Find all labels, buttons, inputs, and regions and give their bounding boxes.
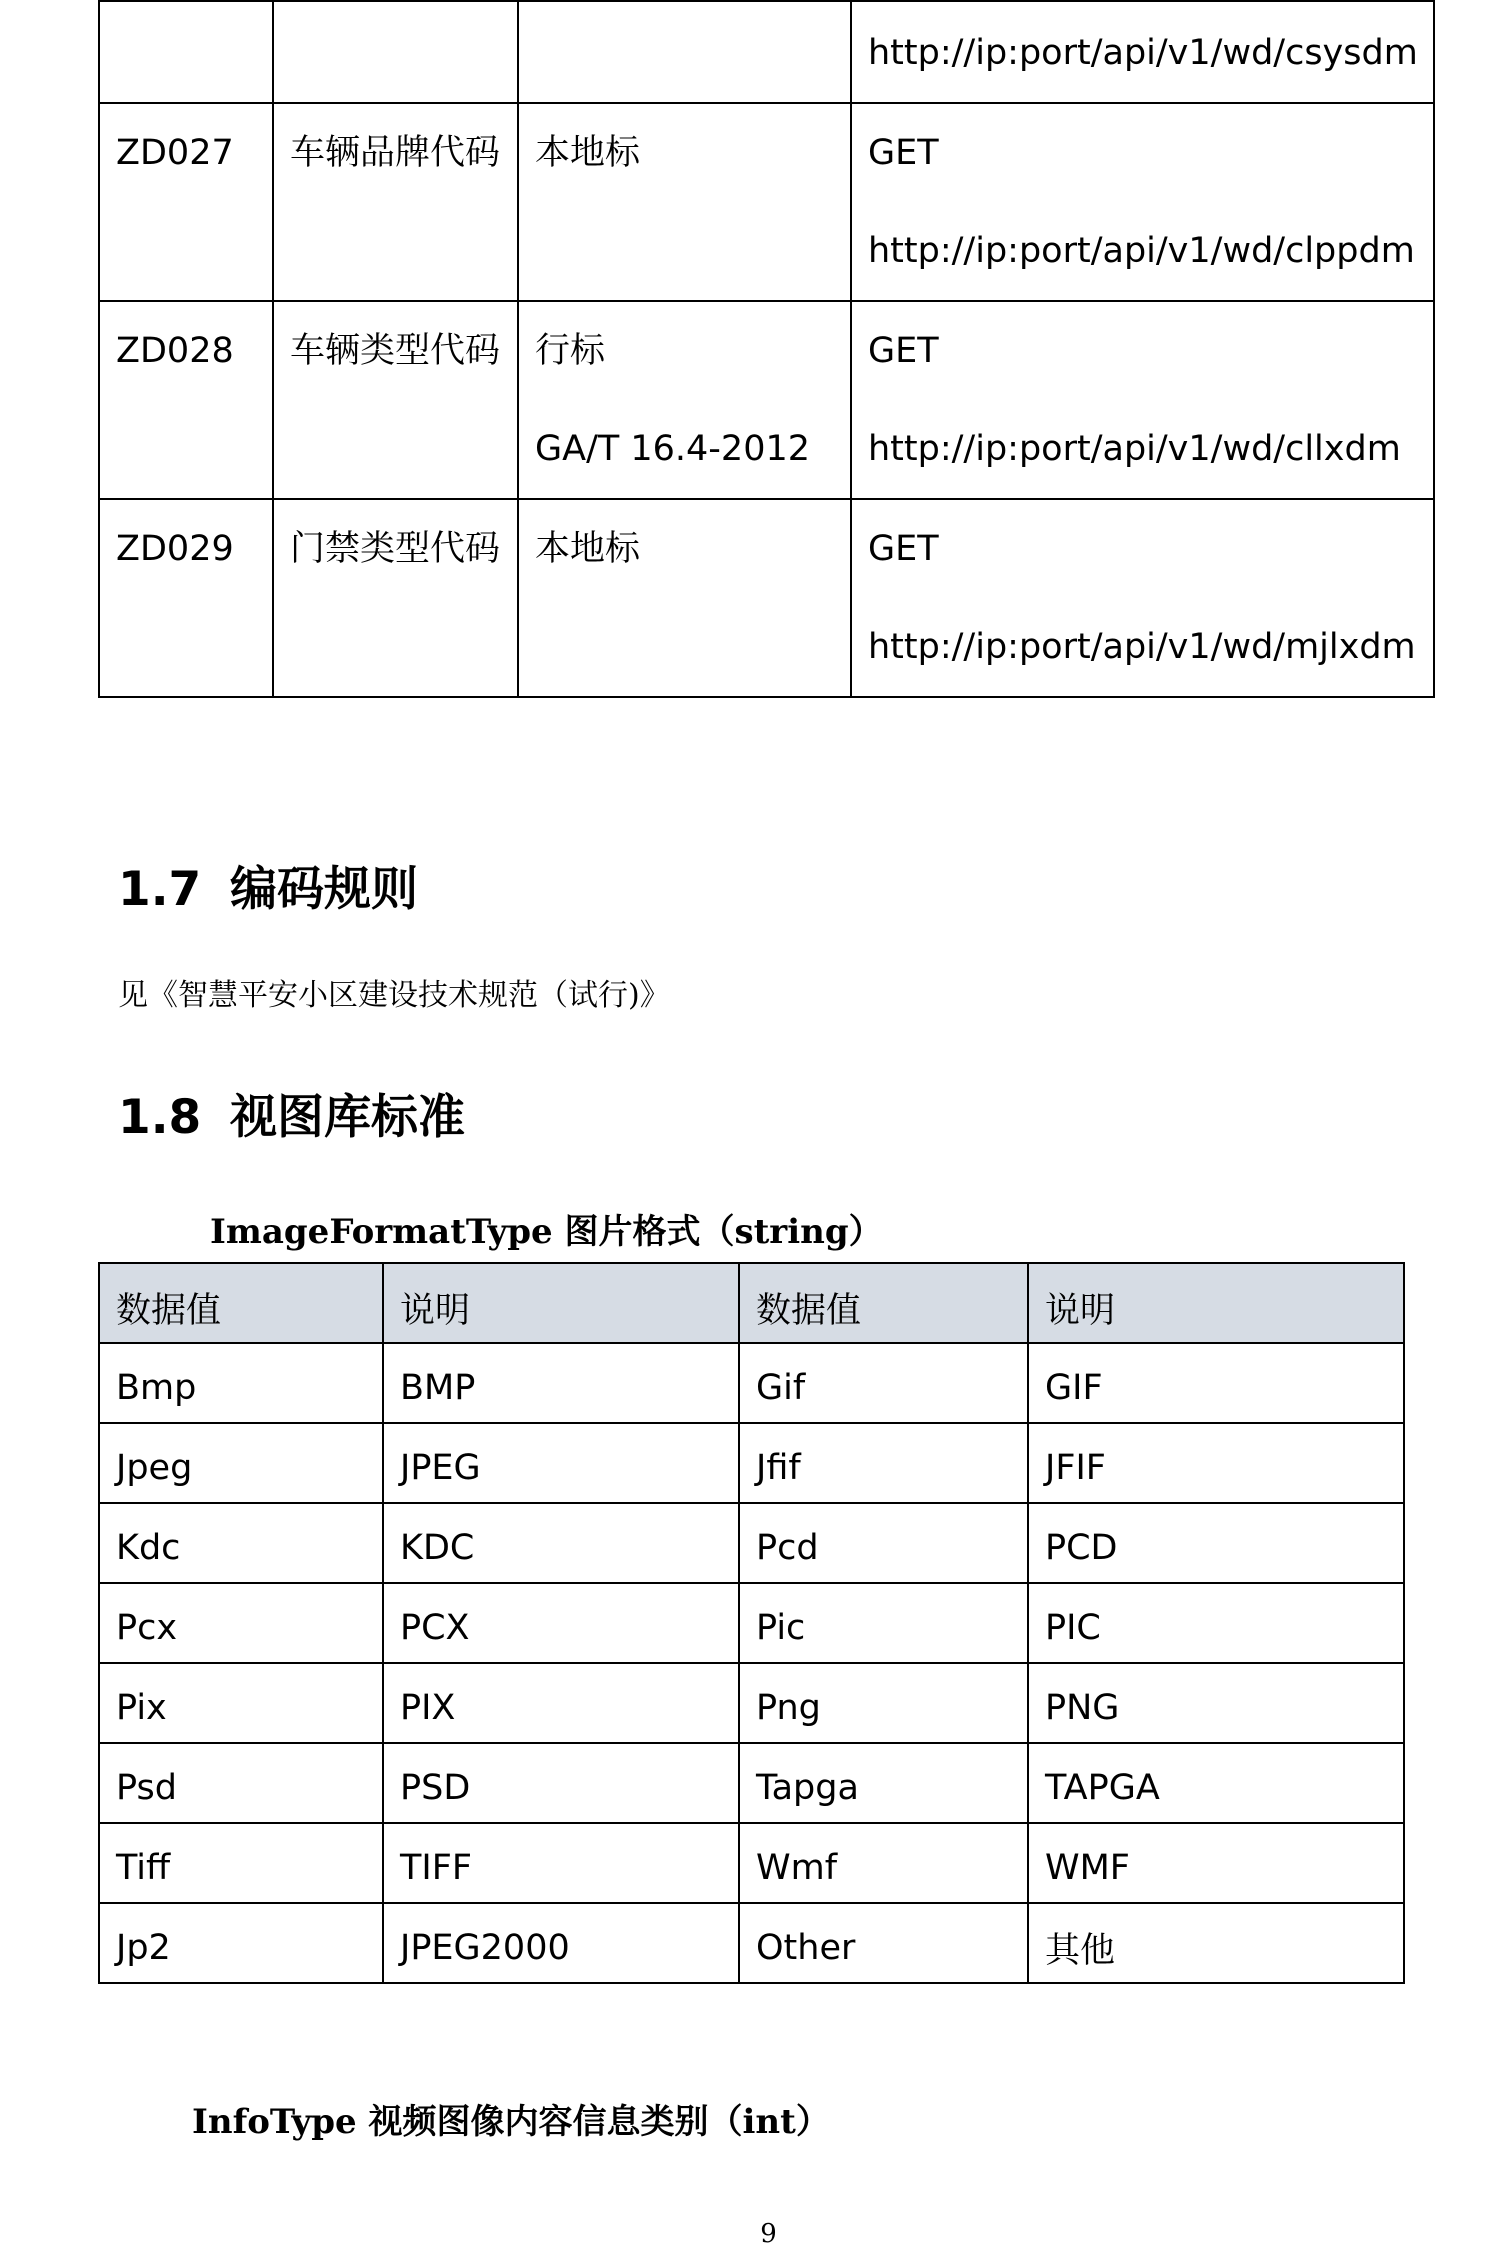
endpoint-url: http://ip:port/api/v1/wd/clppdm xyxy=(868,231,1415,271)
code-cell: ZD028 xyxy=(99,301,273,499)
table-row xyxy=(99,499,1434,697)
table-cell: PNG xyxy=(1028,1663,1404,1743)
http-method: GET xyxy=(868,133,939,173)
code-cell xyxy=(99,1,273,103)
table-cell: GIF xyxy=(1028,1343,1404,1423)
section-number: 1.8 xyxy=(118,1090,202,1145)
standard-cell: 本地标 xyxy=(518,103,851,301)
table-cell: JPEG xyxy=(383,1423,739,1503)
http-method: GET xyxy=(868,529,939,569)
endpoint-url: http://ip:port/api/v1/wd/csysdm xyxy=(868,33,1418,73)
code-cell: ZD029 xyxy=(99,499,273,697)
table-cell: Pcd xyxy=(739,1503,1028,1583)
column-header: 数据值 xyxy=(739,1263,1028,1343)
standard-cell: 本地标 xyxy=(518,499,851,697)
table-cell: Jpeg xyxy=(99,1423,383,1503)
name-cell xyxy=(273,1,518,103)
table-cell: Pix xyxy=(99,1663,383,1743)
standard-cell: 行标 GA/T 16.4-2012 xyxy=(518,301,851,499)
table-row xyxy=(99,103,1434,301)
table-cell: KDC xyxy=(383,1503,739,1583)
table-cell: Pic xyxy=(739,1583,1028,1663)
column-header: 说明 xyxy=(1028,1263,1404,1343)
table-cell: PCD xyxy=(1028,1503,1404,1583)
info-type-caption: InfoType 视频图像内容信息类别（int） xyxy=(192,2102,830,2142)
table-row xyxy=(99,1823,1404,1903)
table-cell: Jp2 xyxy=(99,1903,383,1983)
standard-cell xyxy=(518,1,851,103)
endpoint-cell xyxy=(851,499,1434,697)
section-title: 视图库标准 xyxy=(230,1090,465,1145)
section-1-7-text: 见《智慧平安小区建设技术规范（试行)》 xyxy=(118,978,670,1013)
table-cell: Png xyxy=(739,1663,1028,1743)
endpoint-url: http://ip:port/api/v1/wd/cllxdm xyxy=(868,429,1401,469)
endpoint-cell xyxy=(851,301,1434,499)
table-row xyxy=(99,1743,1404,1823)
table-cell: Other xyxy=(739,1903,1028,1983)
section-heading-1-7 xyxy=(118,852,418,919)
table-row xyxy=(99,1423,1404,1503)
table-cell: PIX xyxy=(383,1663,739,1743)
table-cell: BMP xyxy=(383,1343,739,1423)
section-title: 编码规则 xyxy=(230,862,418,917)
column-header: 数据值 xyxy=(99,1263,383,1343)
table-cell: Pcx xyxy=(99,1583,383,1663)
name-cell: 车辆类型代码 xyxy=(273,301,518,499)
endpoint-url: http://ip:port/api/v1/wd/mjlxdm xyxy=(868,627,1416,667)
name-cell: 车辆品牌代码 xyxy=(273,103,518,301)
table-row xyxy=(99,1663,1404,1743)
table-row xyxy=(99,1583,1404,1663)
table-cell: Kdc xyxy=(99,1503,383,1583)
table-row xyxy=(99,301,1434,499)
code-cell: ZD027 xyxy=(99,103,273,301)
page-number: 9 xyxy=(760,2219,777,2249)
name-cell: 门禁类型代码 xyxy=(273,499,518,697)
table-cell: WMF xyxy=(1028,1823,1404,1903)
image-format-caption: ImageFormatType 图片格式（string） xyxy=(210,1212,883,1252)
table-cell: PSD xyxy=(383,1743,739,1823)
http-method: GET xyxy=(868,331,939,371)
table-cell: JFIF xyxy=(1028,1423,1404,1503)
endpoint-cell xyxy=(851,103,1434,301)
table-cell: Wmf xyxy=(739,1823,1028,1903)
table-cell: JPEG2000 xyxy=(383,1903,739,1983)
table-header-row xyxy=(99,1263,1404,1343)
table-cell: Jfif xyxy=(739,1423,1028,1503)
table-row xyxy=(99,1503,1404,1583)
section-number: 1.7 xyxy=(118,862,202,917)
table-cell: Gif xyxy=(739,1343,1028,1423)
table-row xyxy=(99,1,1434,103)
table-cell: 其他 xyxy=(1028,1903,1404,1983)
column-header: 说明 xyxy=(383,1263,739,1343)
image-format-table xyxy=(98,1262,1405,1984)
table-cell: Bmp xyxy=(99,1343,383,1423)
section-heading-1-8 xyxy=(118,1080,465,1147)
table-cell: Tapga xyxy=(739,1743,1028,1823)
table-cell: PCX xyxy=(383,1583,739,1663)
endpoint-cell xyxy=(851,1,1434,103)
table-cell: TAPGA xyxy=(1028,1743,1404,1823)
table-cell: TIFF xyxy=(383,1823,739,1903)
table-cell: PIC xyxy=(1028,1583,1404,1663)
table-cell: Tiff xyxy=(99,1823,383,1903)
table-row xyxy=(99,1343,1404,1423)
table-cell: Psd xyxy=(99,1743,383,1823)
api-dictionary-table xyxy=(98,0,1435,698)
table-row xyxy=(99,1903,1404,1983)
